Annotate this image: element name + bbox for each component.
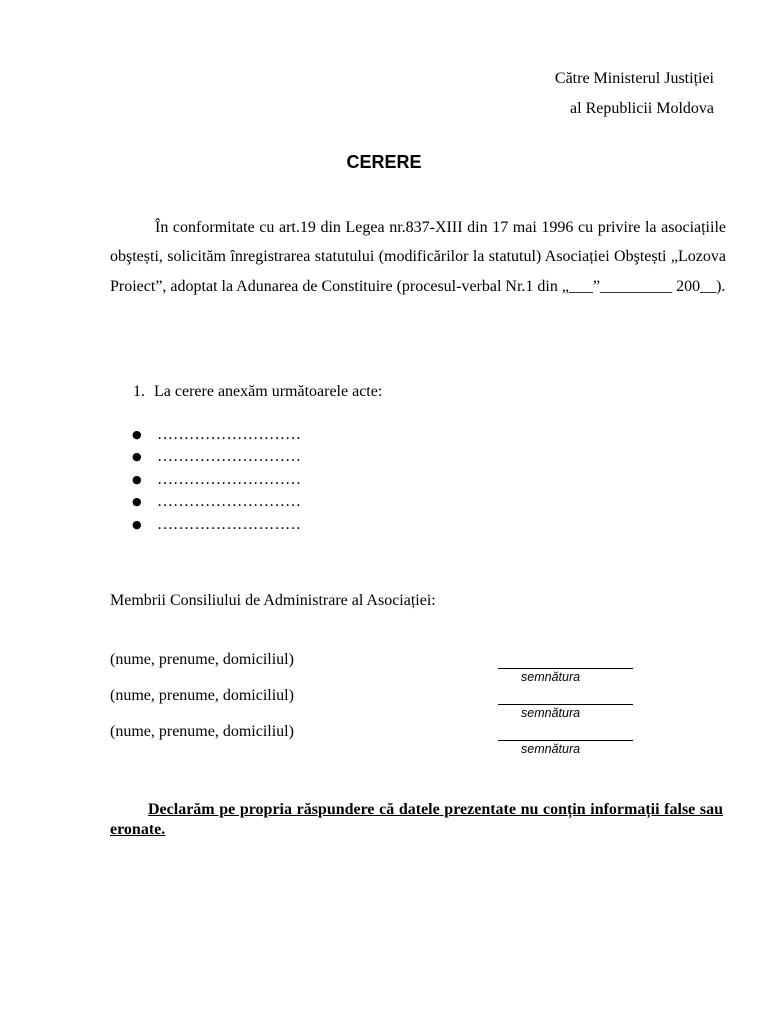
member-name: (nume, prenume, domiciliul)	[110, 723, 294, 740]
attachments-list	[132, 424, 301, 536]
signature-label: semnătura	[521, 670, 581, 684]
recipient-line-2: al Republicii Moldova	[570, 100, 714, 117]
requirement-text: La cerere anexăm următoarele acte:	[154, 383, 383, 400]
requirement-number: 1.	[133, 383, 145, 400]
declaration-statement: Declarăm pe propria răspundere că datele prezentate nu conțin informații false sau eronate.	[110, 801, 723, 838]
member-name: (nume, prenume, domiciliul)	[110, 651, 294, 668]
signature-line	[498, 704, 633, 705]
attachment-item: ● ………………………	[132, 491, 301, 513]
attachment-item: ● ………………………	[132, 469, 301, 491]
requirement-item	[133, 383, 382, 401]
attachment-item: ● ………………………	[132, 514, 301, 536]
attachment-item: ● ………………………	[132, 446, 301, 468]
signature-label: semnătura	[521, 706, 581, 720]
recipient-line-1: Către Ministerul Justiției	[554, 70, 714, 87]
signature-line	[498, 668, 633, 669]
members-title: Membrii Consiliului de Administrare al Asociației:	[110, 592, 436, 609]
request-paragraph: În conformitate cu art.19 din Legea nr.837-XIII din 17 mai 1996 cu privire la asociațiile obştești, solicităm înregistrarea statutului (modificărilor la statutul) Asociației Obştești „Lozova Proiect”, adoptat la Adunarea de Constituire (procesul-verbal Nr.1 din „___”_________ 200__).	[110, 219, 726, 295]
signature-label: semnătura	[521, 742, 581, 756]
member-name: (nume, prenume, domiciliul)	[110, 687, 294, 704]
signature-line	[498, 740, 633, 741]
attachment-item: ● ………………………	[132, 424, 301, 446]
document-title: CERERE	[346, 152, 422, 172]
